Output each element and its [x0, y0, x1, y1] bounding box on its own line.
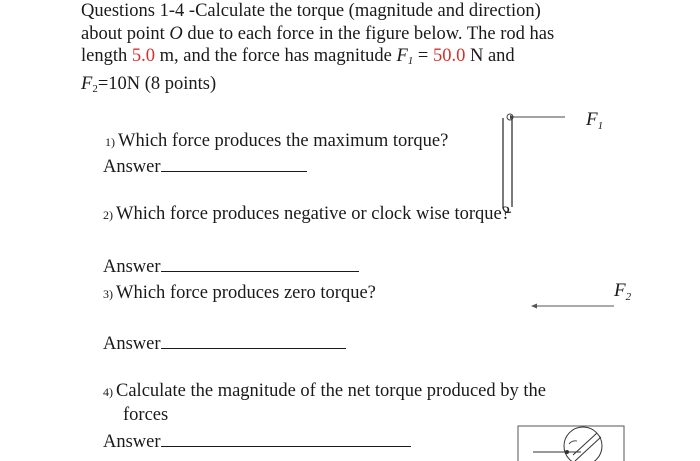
intro-text-3d: N and: [465, 46, 515, 66]
intro-line-2: [81, 23, 641, 46]
answer-2-field[interactable]: [161, 255, 359, 272]
question-2-number: 2): [103, 208, 113, 222]
f1-magnitude-value: 50.0: [432, 46, 466, 66]
question-1: [105, 130, 448, 153]
intro-text-2a: about point: [81, 23, 170, 44]
answer-2-label: Answer: [103, 257, 161, 277]
question-1-text: Which force produces the maximum torque?: [118, 131, 449, 151]
answer-2: [103, 255, 359, 278]
question-4-text: Calculate the magnitude of the net torque produced by the: [116, 381, 546, 401]
intro-line-1: [81, 0, 641, 23]
question-3: [103, 282, 376, 305]
inset-angle-arc: [569, 441, 577, 444]
rod-pivot-top: [507, 114, 513, 120]
inset-pivot-dot: [565, 450, 569, 454]
question-3-text: Which force produces zero torque?: [116, 283, 376, 303]
intro-line-4: [81, 73, 641, 101]
answer-3: [103, 332, 346, 355]
answer-4-label: Answer: [103, 432, 161, 452]
answer-3-field[interactable]: [161, 332, 346, 349]
intro-text-3a: length: [81, 46, 132, 66]
intro-text-2b: due to each force in the figure below. The rod has: [182, 23, 555, 44]
f1-subscript: 1: [407, 55, 414, 67]
question-2-text: Which force produces negative or clock wise torque?: [116, 204, 510, 224]
question-4-text-2: forces: [123, 405, 169, 425]
f1-label: [586, 110, 603, 136]
answer-4-field[interactable]: [161, 430, 411, 447]
question-4: [103, 380, 546, 403]
answer-4: [103, 430, 411, 453]
question-4-continued: [123, 404, 168, 426]
rod-length-value: 5.0: [131, 46, 155, 66]
f1-label-subscript: 1: [597, 120, 604, 132]
intro-text-4: =10N (8 points): [97, 73, 217, 94]
f2-label-letter: F: [614, 280, 626, 301]
f2-label: [614, 281, 631, 307]
inset-diagonal-2: [575, 437, 601, 461]
intro-text-3c: =: [413, 46, 433, 66]
question-1-number: 1): [105, 135, 115, 149]
f1-label-letter: F: [586, 109, 598, 130]
f1-symbol: F: [396, 46, 408, 66]
answer-1-label: Answer: [103, 157, 161, 177]
inset-diagonal-1: [573, 433, 597, 455]
intro-line-3: [81, 45, 641, 73]
intro-text-1: Questions 1-4 -Calculate the torque (magnitude and direction): [81, 1, 541, 21]
inset-figure-frame: [518, 426, 624, 461]
point-o-label: O: [169, 23, 183, 44]
f1-arrowhead: [510, 115, 515, 119]
question-4-number: 4): [103, 385, 113, 399]
question-3-number: 3): [103, 287, 113, 301]
inset-circle: [564, 427, 602, 461]
answer-1: [103, 155, 307, 178]
f2-label-subscript: 2: [625, 291, 632, 303]
f2-arrowhead-icon: [531, 304, 537, 309]
problem-statement: [81, 0, 641, 100]
question-2: [103, 203, 510, 226]
answer-1-field[interactable]: [161, 155, 307, 172]
f2-subscript: 2: [92, 82, 98, 95]
f2-symbol: F: [81, 73, 93, 94]
intro-text-3b: m, and the force has magnitude: [155, 46, 397, 66]
answer-3-label: Answer: [103, 334, 161, 354]
